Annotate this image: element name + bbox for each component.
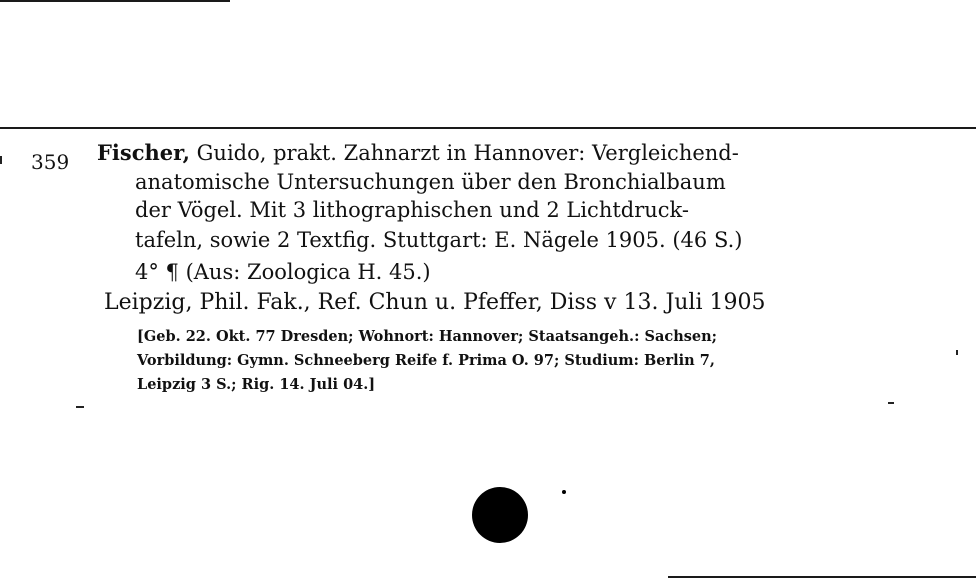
author-surname: Fischer, — [97, 140, 190, 165]
bottom-rule — [668, 576, 976, 578]
entry-line-2: anatomische Untersuchungen über den Bronchialbaum — [135, 170, 726, 194]
margin-mark — [76, 406, 84, 408]
margin-mark — [888, 402, 894, 404]
biographical-note-line-1: [Geb. 22. Okt. 77 Dresden; Wohnort: Hannover; Staatsangeh.: Sachsen; — [137, 328, 718, 345]
punch-hole — [472, 487, 528, 543]
dissertation-line: Leipzig, Phil. Fak., Ref. Chun u. Pfeffer, Diss v 13. Juli 1905 — [104, 290, 766, 315]
entry-line-5: 4° ¶ (Aus: Zoologica H. 45.) — [135, 260, 431, 284]
margin-mark — [0, 156, 2, 164]
ink-speck — [562, 490, 566, 494]
entry-number: 359 — [31, 150, 70, 174]
entry-line-3: der Vögel. Mit 3 lithographischen und 2 Lichtdruck- — [135, 198, 689, 222]
entry-line-1 — [97, 142, 739, 164]
entry-line-4: tafeln, sowie 2 Textfig. Stuttgart: E. Nägele 1905. (46 S.) — [135, 228, 743, 252]
biographical-note-line-3: Leipzig 3 S.; Rig. 14. Juli 04.] — [137, 376, 376, 393]
margin-mark — [956, 350, 958, 355]
header-rule — [0, 127, 976, 129]
top-rule — [0, 0, 230, 2]
biographical-note-line-2: Vorbildung: Gymn. Schneeberg Reife f. Prima O. 97; Studium: Berlin 7, — [137, 352, 715, 369]
entry-line-1-text: Guido, prakt. Zahnarzt in Hannover: Vergleichend- — [189, 141, 739, 165]
